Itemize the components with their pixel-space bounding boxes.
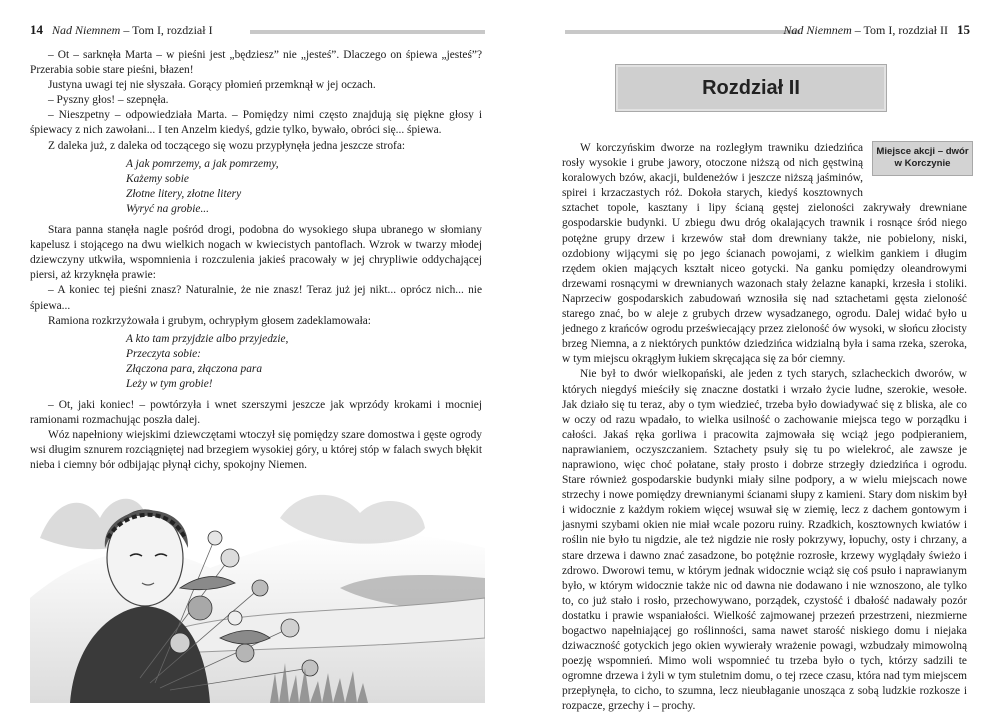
right-header-rule [565, 30, 800, 34]
paragraph: – Ot, jaki koniec! – powtórzyła i wnet szerszymi jeszcze jak wprzódy krokami i mocniej ramionami rozmachując poszła dalej. [30, 399, 482, 427]
woman-with-flowers-illustration [30, 478, 485, 703]
verse-line: A kto tam przyjdzie albo przyjedzie, [126, 332, 289, 345]
left-text-block [30, 48, 482, 474]
paragraph: Nie był to dwór wielkopański, ale jeden z tych starych, szlacheckich dworów, w których niegdyś mieściły się znaczne dostatki i wrzało życie ludne, szerokie, wesołe. Jak działo się tu teraz, aby o tym wiedzieć, trzeba było dowiadywać się z bliska, ale co w oczy od razu wpadało, to wielka usilność o zachowanie miejsca tego w porządku i całości. Jakaś ręka gorliwa i pracowita zajmowała się wciąż jego podpieraniem, naprawianiem, oczyszczaniem. Sztachety psuły się tu po wielekroć, ale zawsze je naprawiono, więc choć połatane, stały prosto i dobrze strzegły dziedzińca i ogrodu. Stare również gospodarskie budynki miały silne podpory, a w wielu miejscach nowe strzechy i nowe pomiędzy drewnianymi ścianami słupy z kamieni. Stary dom niskim był i widocznie z każdym rokiem więcej wsuwał się w ziemię, lecz z dachem gontowym i jasnymi szybami okien nie miał wcale pozoru ruiny. Rzadkich, kosztownych kwiatów i roślin nie było tu nigdzie, ale też nigdzie nie rosły pokrzywy, łopuchy, osty i chrzany, a stare drzewa i dawno znać zasadzone, bo potężnie rozrosłe, krzewy wyglądały świeżo i zdrowo. Dworowi temu, w którym jednak widocznie wciąż się coś psuło i naprawianym było, w którym widocznie także nic od dawna nie dodawano i nie wznoszono, ale tylko to, co już stało i rosło, przechowywano, porządek, czystość i dbałość nadawały pozór dostatku i prawie wspaniałości. Wielkość zajmowanej przezeń przestrzeni, niezmierne bogactwo napełniającej go roślinności, sama nawet starość niskiego domu i niejaka dziwaczność gotyckich jego okien wywierały wrażenie powagi, wzbudzały mimowolną poezję wspomnień. Mimo woli wspomnieć tu trzeba było o tych, którzy sadzili te ogromne drzewa i żyli w tym stuletnim domu, o tej rzece czasu, która nad tym miejscem przepłynęła, to cicho, to szumna, lecz nieubłaganie unosząca z sobą ludzkie rozkosze i rozpacze, grzechy i – prochy. [562, 368, 967, 713]
verse-line: A jak pomrzemy, a jak pomrzemy, [126, 157, 279, 170]
margin-note-spacer [863, 141, 967, 191]
left-header-rule [250, 30, 485, 34]
paragraph: – Nieszpetny – odpowiedziała Marta. – Pomiędzy nimi często znajdują się piękne głosy i śpiewacy z nich zawołani... I ten Anzelm kiedyś, gdzie tylko, bywało, obróci się... śpiewa. [30, 109, 482, 137]
verse-line: Przeczyta sobie: [126, 347, 201, 360]
left-running-title-rest: – Tom I, rozdział I [120, 23, 213, 37]
left-running-header [30, 22, 213, 38]
right-running-header [783, 22, 970, 38]
paragraph: – Pyszny głos! – szepnęła. [48, 94, 169, 107]
paragraph: – A koniec tej pieśni znasz? Naturalnie, że nie znasz! Teraz już jej nikt... oprócz nich... nie śpiewa... [30, 284, 482, 312]
paragraph: Z daleka już, z daleka od toczącego się wozu przypłynęła jedna jeszcze strofa: [48, 139, 406, 152]
paragraph: Justyna uwagi tej nie słyszała. Gorący płomień przemknął w jej oczach. [48, 79, 376, 92]
verse-line: Złączona para, złączona para [126, 362, 263, 375]
verse-line: Leży w tym grobie! [126, 377, 213, 390]
margin-note: Miejsce akcji – dwór w Korczynie [872, 141, 973, 176]
verse-line: Każemy sobie [126, 172, 189, 185]
right-text-block [562, 141, 967, 715]
paragraph: – Ot – sarknęła Marta – w pieśni jest „będziesz” nie „jesteś”. Dlaczego on śpiewa „jesteś”? Przerabia sobie stare pieśni, błazen! [30, 49, 482, 77]
verse-block [126, 332, 482, 392]
left-running-title-italic: Nad Niemnem [52, 23, 121, 37]
paragraph: Wóz napełniony wiejskimi dziewczętami wtoczył się pomiędzy szare domostwa i gęste ogrody wsi długim sznurem rozciągniętej nad brzegiem wysokiej góry, u której stóp w falach swych błękit nieba i ciemny bór odbijając płynął cichy, spokojny Niemen. [30, 429, 482, 472]
paragraph: Ramiona rozkrzyżowała i grubym, ochrypłym głosem zadeklamowała: [48, 314, 371, 327]
verse-block [126, 157, 482, 217]
paragraph: Stara panna stanęła nagle pośród drogi, podobna do wysokiego słupa ubranego w słomiany kapelusz i stojącego na dwu wielkich nogach w kwiecistych pantoflach. Wzrok w twarzy młodej dziewczyny utkwiła, wspomnienia i rozczulenia jakieś pracowały w jej chrypliwie oddychającej piersi, aż krzyknęła prawie: [30, 224, 482, 282]
right-running-title-italic: Nad Niemnem [783, 23, 852, 37]
tree-shape [280, 495, 425, 544]
verse-line: Wyryć na grobie... [126, 202, 209, 215]
chapter-title: Rozdział II [615, 64, 887, 112]
verse-line: Złotne litery, złotne litery [126, 187, 242, 200]
paragraph: W korczyńskim dworze na rozległym trawniku dziedzińca rosły wysokie i grube jawory, otoczone niższą od nich gęstwiną koralowych bzów, akacji, buldeneżów i jeszcze niższą jaśminów, spirei i krzaczastych róż. Dokoła starych, kiedyś kosztownych sztachet topole, kasztany i lipy ścianą gęstej zieloności zakrywały drewniane gospodarskie budynki. U zbiegu dwu dróg okalających trawnik i rosnące śród niego potężne grupy drzew i krzewów stał dom drewniany także, nie pobielony, niski, ozdobiony wijącymi się po jego ścianach powojami, z wielkim gankiem i długim rzędem okien mających kształt niceo gotycki. Na ganku pomiędzy oleandrowymi drzewami rosnącymi w drewnianych wazonach stały żelazne kanapki, krzesła i stoliki. Naprzeciw gospodarskich zabudowań wznosiła się nad sztachetami gęsta zieloność starego znać, bo w aleje z grubych drzew wysadzanego, ogrodu. Dalej widać było u jednego z krańców ogrodu przeświecający przez zieloność ów wysoki, w słońcu złocisty brzeg Niemna, a z niektórych punktów dziedzińca widzialną była i sama rzeka, szeroka, w tym miejscu okrągłym łukiem skręcająca się za bór ciemny. [562, 142, 967, 366]
left-page [0, 0, 500, 712]
left-page-number: 14 [30, 22, 43, 37]
right-page [500, 0, 1000, 712]
right-page-number: 15 [957, 22, 970, 37]
right-running-title-rest: – Tom I, rozdział II [851, 23, 948, 37]
